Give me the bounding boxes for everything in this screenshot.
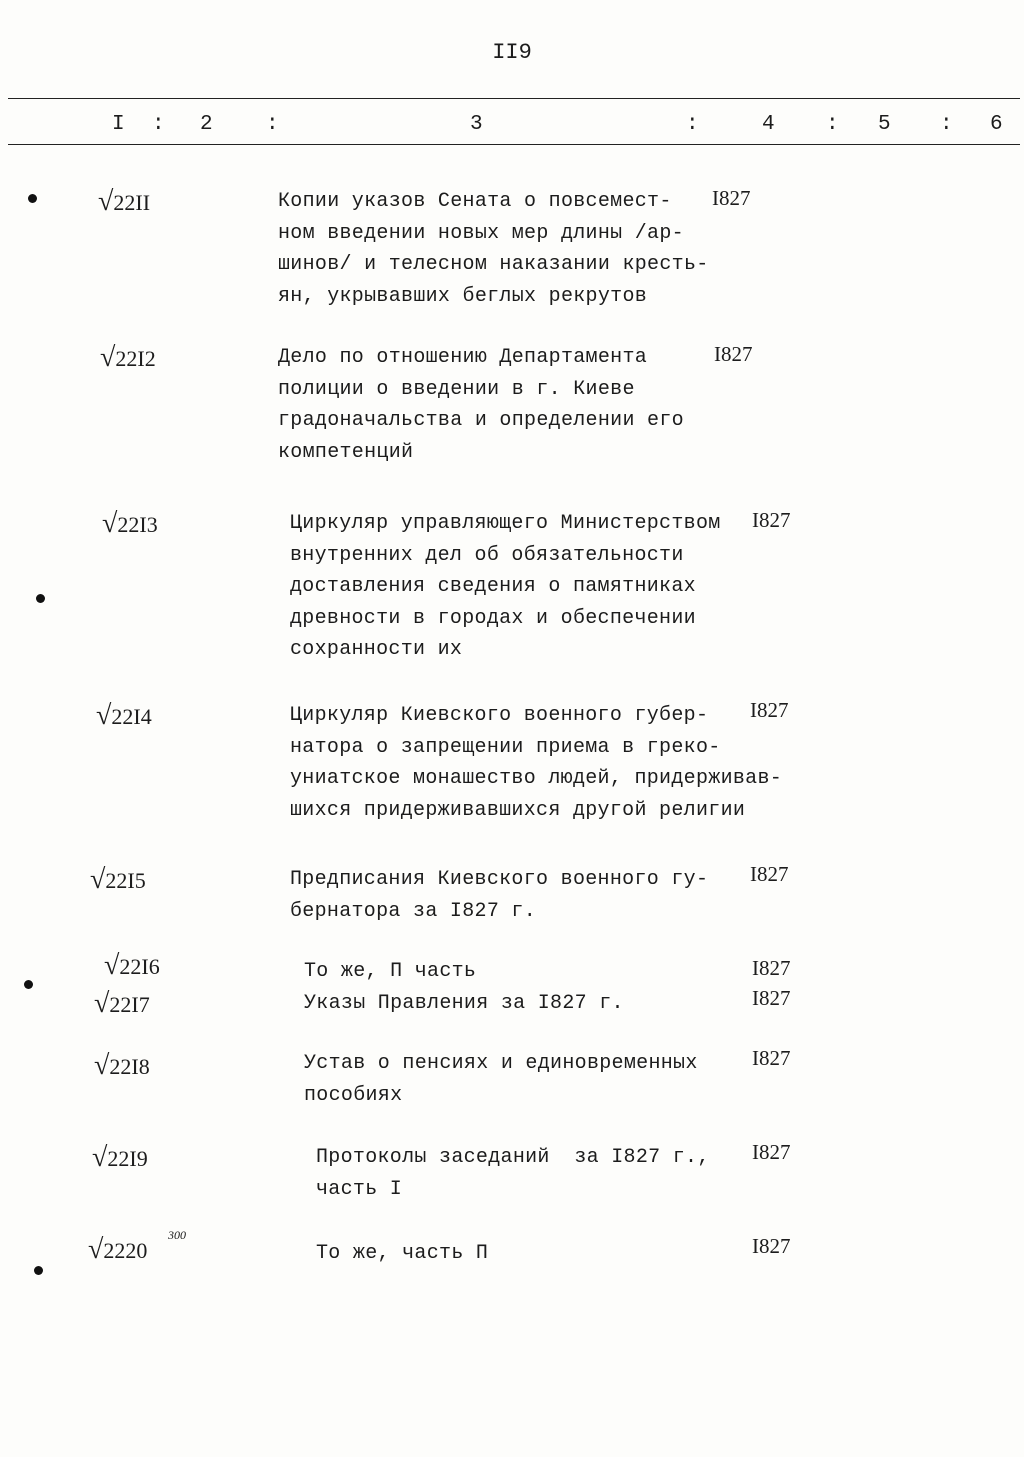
margin-dot (28, 194, 37, 203)
entry-description: Указы Правления за I827 г. (304, 992, 624, 1015)
entry-description: То же, П часть (304, 960, 477, 983)
margin-dot (36, 594, 45, 603)
entry-number: √22I8 (94, 1050, 150, 1081)
entry-year: I827 (714, 342, 753, 366)
margin-note: 300 (168, 1228, 186, 1242)
check-mark-icon: √ (94, 988, 110, 1019)
column-header-3: 3 (470, 113, 483, 136)
check-mark-icon: √ (98, 186, 114, 217)
entry-year: I827 (752, 1046, 791, 1070)
entry-description: Циркуляр Киевского военного губер- натора о запрещении приема в греко- униатское монашество людей, придерживав- шихся придерживавшихся другой религии (290, 704, 783, 822)
entry-number: √22I9 (92, 1142, 148, 1173)
entry-description: Копии указов Сената о повсемест- ном введении новых мер длины /ар- шинов/ и телесном наказании кресть- ян, укрывавших беглых рекрутов (278, 190, 709, 308)
entry-number: √2220 (88, 1234, 148, 1265)
entry-number: √22I4 (96, 700, 152, 731)
column-header-2: 2 (200, 113, 213, 136)
entry-number: √22I6 (104, 950, 160, 981)
margin-dot (24, 980, 33, 989)
check-mark-icon: √ (88, 1234, 104, 1265)
entry-number: √22I3 (102, 508, 158, 539)
check-mark-icon: √ (102, 508, 118, 539)
check-mark-icon: √ (90, 864, 106, 895)
entry-year: I827 (752, 956, 791, 980)
entry-year: I827 (712, 186, 751, 210)
entry-year: I827 (752, 508, 791, 532)
entry-year: I827 (750, 698, 789, 722)
column-header-5: 5 (878, 113, 891, 136)
entry-number: √22I2 (100, 342, 156, 373)
check-mark-icon: √ (100, 342, 116, 373)
header-top-rule (8, 98, 1020, 99)
entry-year: I827 (750, 862, 789, 886)
entry-description: Дело по отношению Департамента полиции о введении в г. Киеве градоначальства и определении его компетенций (278, 346, 684, 464)
entry-description: Предписания Киевского военного гу- бернатора за I827 г. (290, 868, 709, 923)
entry-description: Циркуляр управляющего Министерством внутренних дел об обязательности доставления сведения о памятниках древности в городах и обеспечении сохранности их (290, 512, 721, 661)
column-separator: : (826, 113, 839, 136)
entry-number: √22I5 (90, 864, 146, 895)
page-number: II9 (492, 40, 532, 65)
entry-number: √22II (98, 186, 151, 217)
entry-description: Протоколы заседаний за I827 г., часть I (316, 1146, 710, 1201)
entry-year: I827 (752, 1234, 791, 1258)
margin-dot (34, 1266, 43, 1275)
entry-number: √22I7 (94, 988, 150, 1019)
column-separator: : (152, 113, 165, 136)
column-separator: : (266, 113, 279, 136)
check-mark-icon: √ (96, 700, 112, 731)
entry-description: То же, часть П (316, 1242, 489, 1265)
column-separator: : (940, 113, 953, 136)
entry-description: Устав о пенсиях и единовременных пособиях (304, 1052, 698, 1107)
column-separator: : (686, 113, 699, 136)
entry-year: I827 (752, 986, 791, 1010)
header-bottom-rule (8, 144, 1020, 145)
column-header-6: 6 (990, 113, 1003, 136)
check-mark-icon: √ (104, 950, 120, 981)
check-mark-icon: √ (94, 1050, 110, 1081)
entry-year: I827 (752, 1140, 791, 1164)
column-header-1: I (112, 113, 125, 136)
check-mark-icon: √ (92, 1142, 108, 1173)
column-header-4: 4 (762, 113, 775, 136)
